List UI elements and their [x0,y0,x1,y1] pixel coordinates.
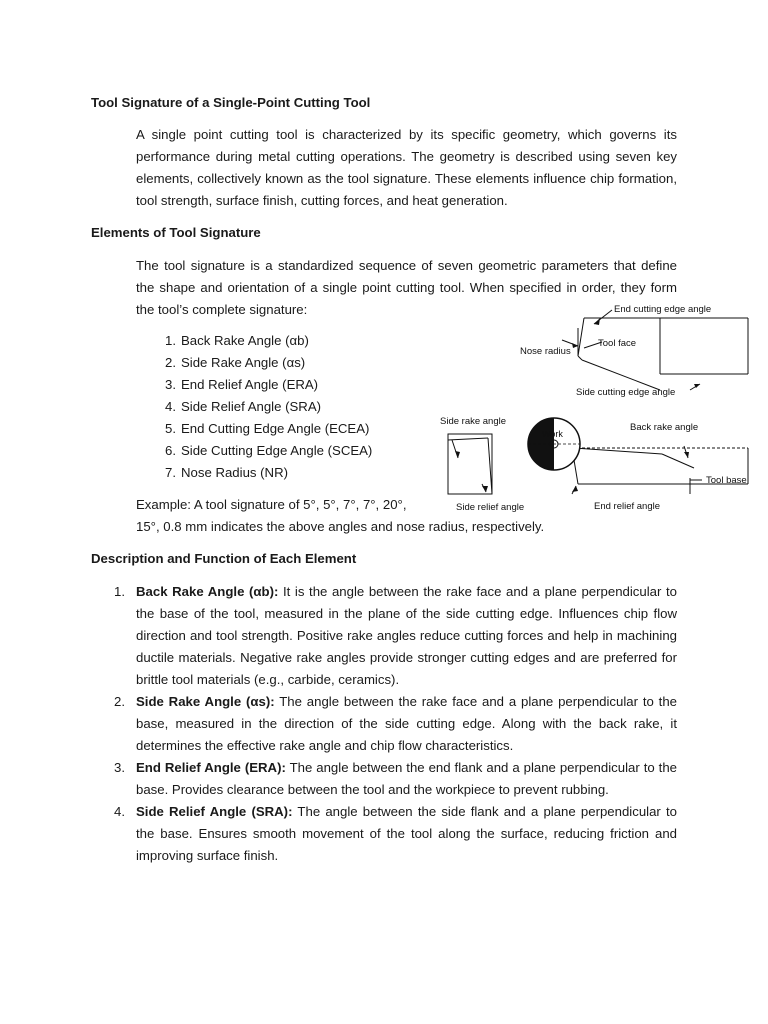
side-view-box [448,434,492,494]
label-work: Work [542,429,563,439]
label-end-cutting-edge-angle: End cutting edge angle [614,304,712,315]
elements-list [158,330,372,484]
list-item: 4. Side Relief Angle (SRA): The angle between the side flank and a plane perpendicular to the base. Ensures smooth movement of the tool along the surface, reducing friction and improving surface finish. [114,804,678,863]
side-view-line [488,438,492,494]
example-line-1: Example: A tool signature of 5°, 5°, 7°, 7°, 20°, [136,497,407,512]
label-side-relief-angle: Side relief angle [456,502,525,513]
label-back-rake-angle: Back rake angle [630,422,699,433]
example-line-2: 15°, 0.8 mm indicates the above angles and nose radius, respectively. [136,519,545,534]
label-side-rake-angle: Side rake angle [440,416,507,427]
description-heading: Description and Function of Each Element [91,551,357,566]
elements-heading: Elements of Tool Signature [91,225,261,240]
arrow-icon [684,452,689,458]
main-heading: Tool Signature of a Single-Point Cutting Tool [91,95,371,110]
top-view-line [582,360,660,390]
label-tool-base: Tool base [706,475,747,486]
list-item: 7. Nose Radius (NR) [165,465,288,480]
label-nose-radius: Nose radius [520,346,571,357]
descriptions-list [111,581,677,867]
term: Side Relief Angle (SRA): [136,804,293,819]
list-item: 6. Side Cutting Edge Angle (SCEA) [165,443,373,458]
label-end-relief-angle: End relief angle [594,501,661,512]
label-tool-face: Tool face [598,338,637,349]
intro-paragraph: A single point cutting tool is characterized by its specific geometry, which governs its performance during metal cutting operations. The geometry is described using seven key elements, collectively known as the tool signature. These elements influence chip formation, tool strength, surface finish, cutting forces, and heat generation. [136,127,677,208]
arrow-icon [594,318,600,325]
end-view-line [662,454,694,468]
list-item: 1. Back Rake Angle (αb) [165,333,309,348]
list-item: 4. Side Relief Angle (SRA) [165,399,322,414]
list-item: 2. Side Rake Angle (αs): The angle between the rake face and a plane perpendicular to the base, measured in the direction of the side cutting edge. Along with the back rake, it determines the effective rake angle and chip flow characteristics. [114,694,677,753]
tool-signature-diagram [432,298,768,518]
term: End Relief Angle (ERA): [136,760,286,775]
top-view-line [578,318,584,356]
elements-intro-paragraph: The tool signature is a standardized sequence of seven geometric parameters that define the shape and orientation of a single point cutting tool. When specified in order, they form the tool’s complete signature: [136,258,677,317]
side-view-line [448,438,488,440]
label-side-cutting-edge-angle: Side cutting edge angle [576,387,676,398]
term: Side Rake Angle (αs): [136,694,275,709]
term: Back Rake Angle (αb): [136,584,279,599]
list-item: 3. End Relief Angle (ERA) [165,377,319,392]
end-view-line [574,448,662,454]
list-item: 3. End Relief Angle (ERA): The angle between the end flank and a plane perpendicular to the base. Provides clearance between the tool and the workpiece to prevent rubbing. [114,760,677,797]
list-item: 2. Side Rake Angle (αs) [165,355,306,370]
top-view-line [578,356,582,360]
list-item: 1. Back Rake Angle (αb): It is the angle between the rake face and a plane perpendicular to the base of the tool, measured in the plane of the side cutting edge. Influences chip flow direction and tool strength. Positive rake angles reduce cutting forces and help in machining ductile materials. Negative rake angles provide stronger cutting edges and are preferred for brittle tool materials (e.g., carbide, ceramics). [114,584,677,687]
list-item: 5. End Cutting Edge Angle (ECEA) [165,421,370,436]
